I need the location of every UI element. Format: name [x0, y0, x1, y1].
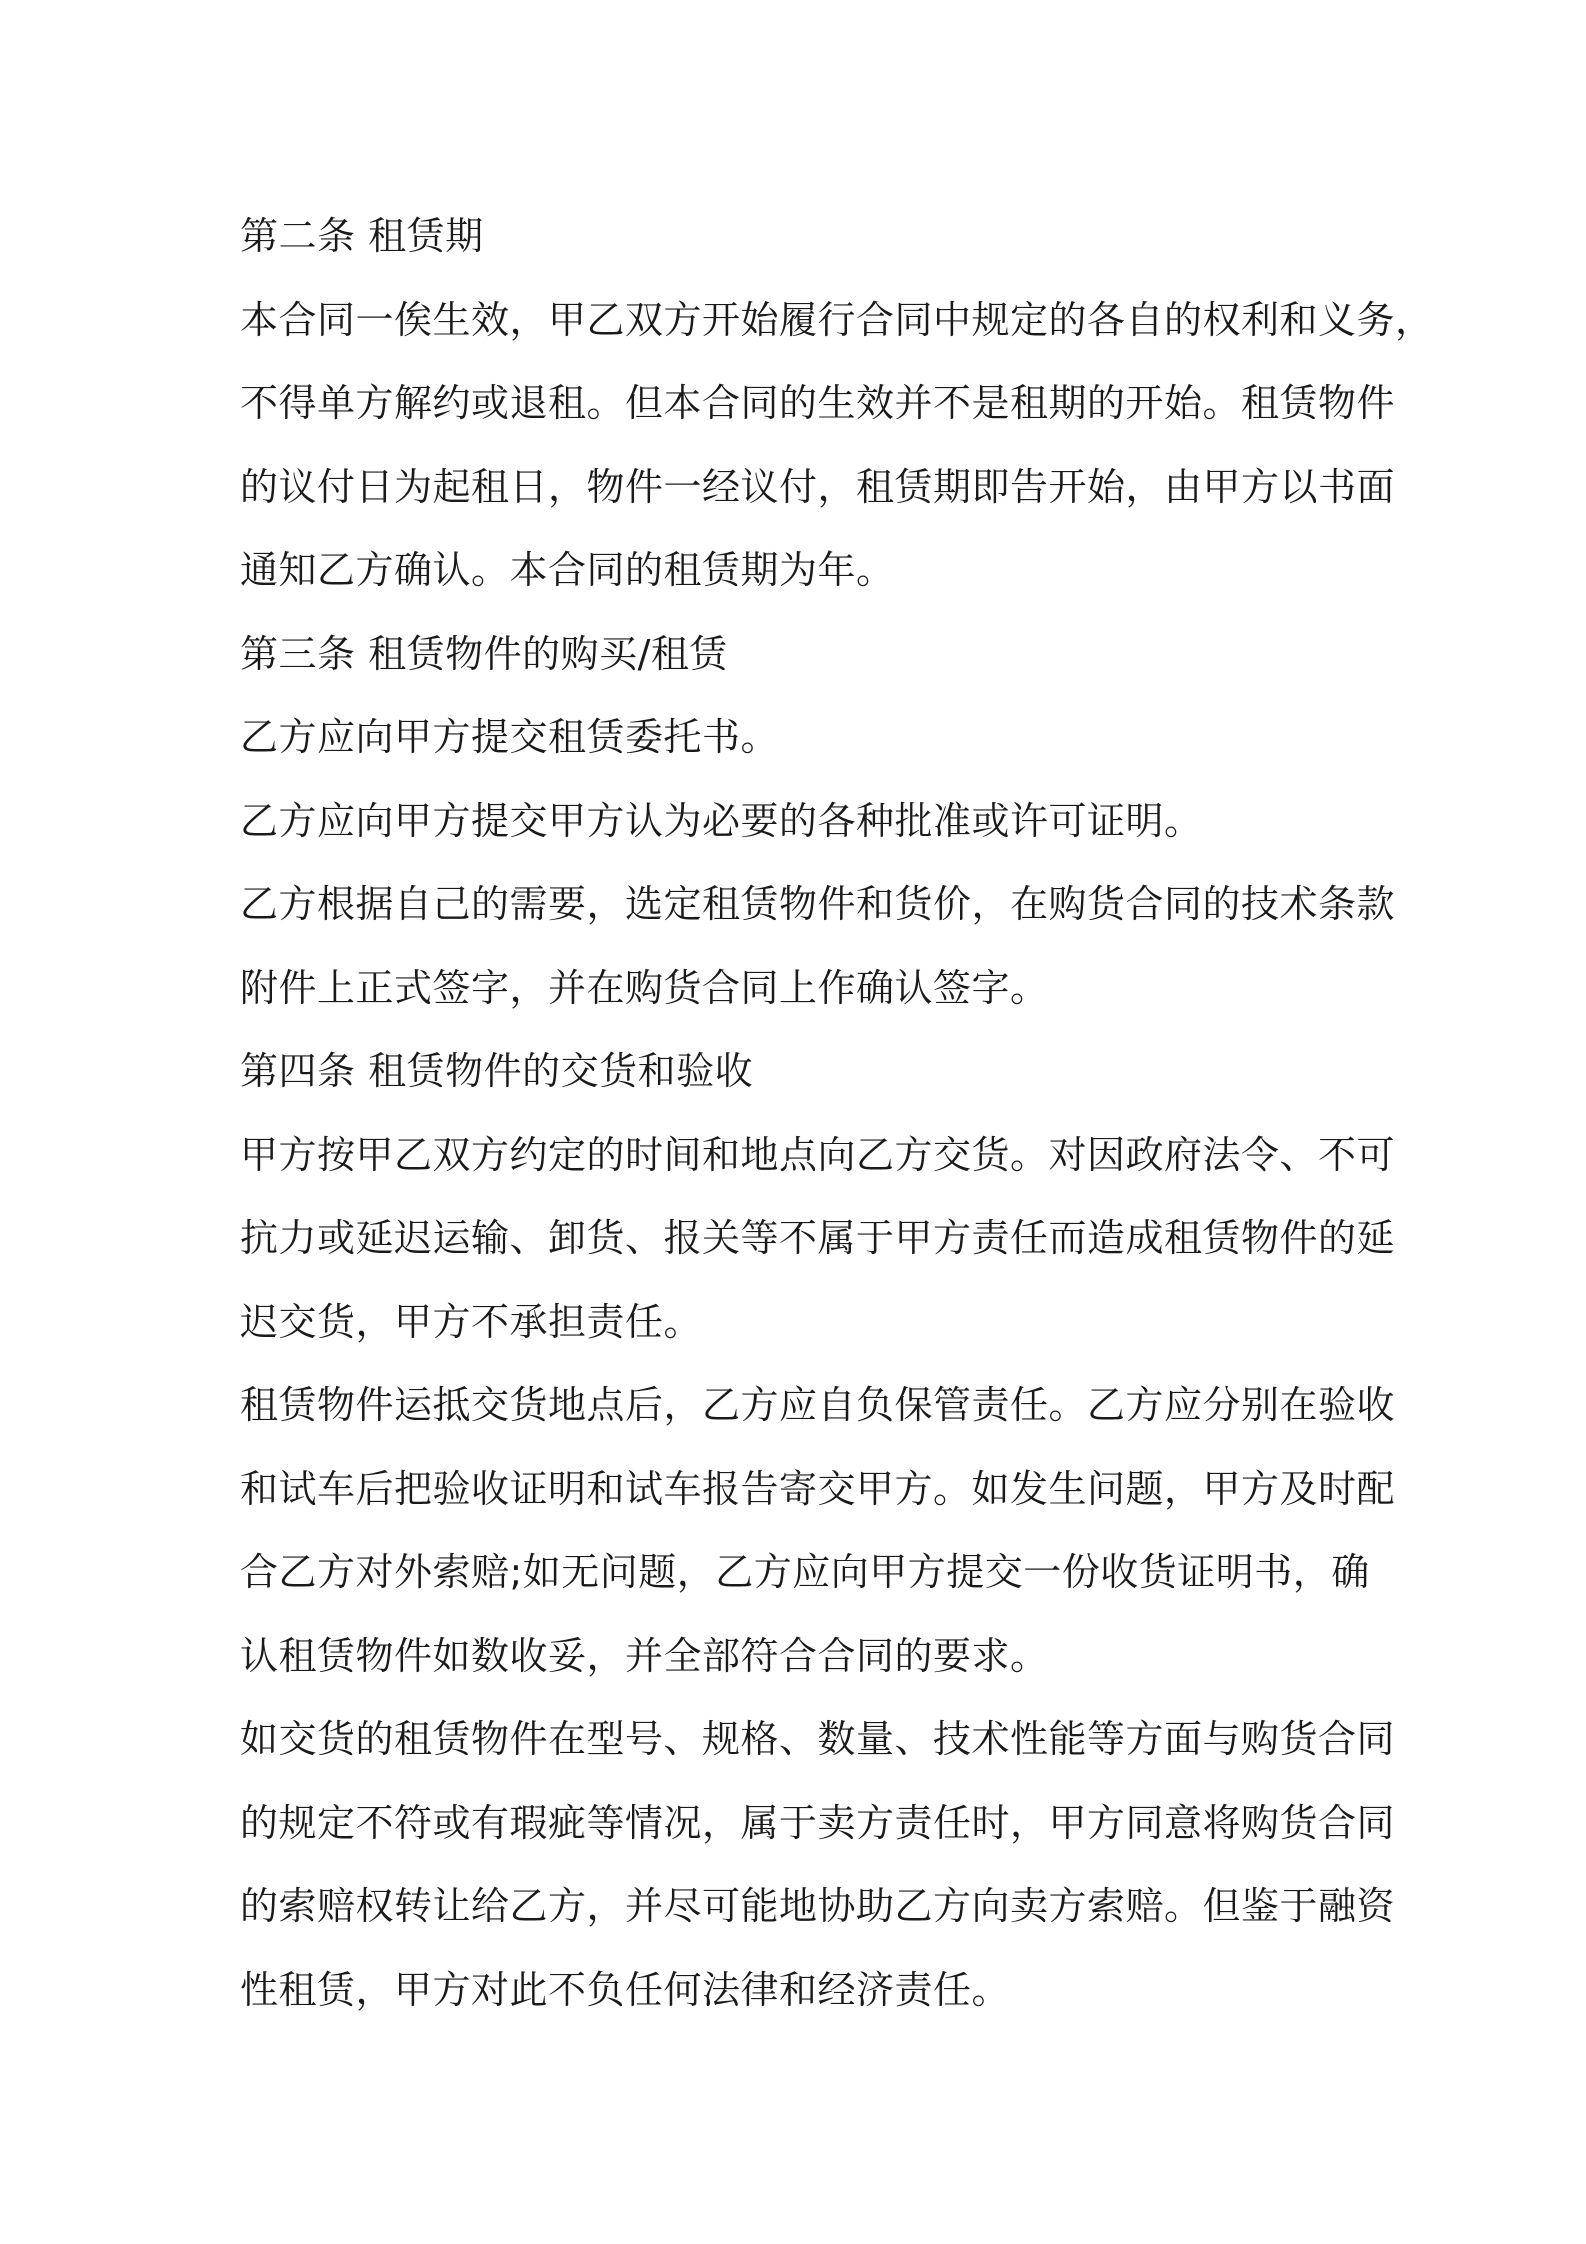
- article-3-heading: 第三条 租赁物件的购买/租赁: [240, 631, 728, 676]
- paragraph-line: 乙方根据自己的需要，选定租赁物件和货价，在购货合同的技术条款: [240, 882, 1396, 926]
- paragraph-line: 性租赁，甲方对此不负任何法律和经济责任。: [240, 1967, 1011, 2012]
- paragraph-line: 如交货的租赁物件在型号、规格、数量、技术性能等方面与购货合同: [240, 1717, 1396, 1761]
- document-body: [240, 195, 1434, 2032]
- article-2-heading: 第二条 租赁期: [240, 214, 484, 258]
- paragraph-line: 抗力或延迟运输、卸货、报关等不属于甲方责任而造成租赁物件的延: [240, 1216, 1396, 1260]
- article-4-heading: 第四条 租赁物件的交货和验收: [240, 1049, 754, 1093]
- paragraph-line: 租赁物件运抵交货地点后，乙方应自负保管责任。乙方应分别在验收: [240, 1383, 1396, 1427]
- paragraph-line: 和试车后把验收证明和试车报告寄交甲方。如发生问题，甲方及时配: [240, 1466, 1396, 1511]
- paragraph-line: 乙方应向甲方提交租赁委托书。: [240, 715, 780, 759]
- paragraph-line: 通知乙方确认。本合同的租赁期为年。: [240, 548, 895, 592]
- paragraph-line: 合乙方对外索赔;如无问题，乙方应向甲方提交一份收货证明书，确: [240, 1550, 1370, 1594]
- paragraph-line: 的索赔权转让给乙方，并尽可能地协助乙方向卖方索赔。但鉴于融资: [240, 1884, 1396, 1928]
- paragraph-line: 本合同一俟生效，甲乙双方开始履行合同中规定的各自的权利和义务，: [240, 297, 1434, 342]
- paragraph-line: 不得单方解约或退租。但本合同的生效并不是租期的开始。租赁物件: [240, 381, 1396, 425]
- paragraph-line: 甲方按甲乙双方约定的时间和地点向乙方交货。对因政府法令、不可: [240, 1132, 1396, 1177]
- paragraph-line: 附件上正式签字，并在购货合同上作确认签字。: [240, 965, 1049, 1010]
- paragraph-line: 认租赁物件如数收妥，并全部符合合同的要求。: [240, 1633, 1049, 1678]
- paragraph-line: 的规定不符或有瑕疵等情况，属于卖方责任时，甲方同意将购货合同: [240, 1800, 1396, 1845]
- paragraph-line: 的议付日为起租日，物件一经议付，租赁期即告开始，由甲方以书面: [240, 464, 1396, 509]
- paragraph-line: 迟交货，甲方不承担责任。: [240, 1299, 703, 1344]
- paragraph-line: 乙方应向甲方提交甲方认为必要的各种批准或许可证明。: [240, 798, 1203, 843]
